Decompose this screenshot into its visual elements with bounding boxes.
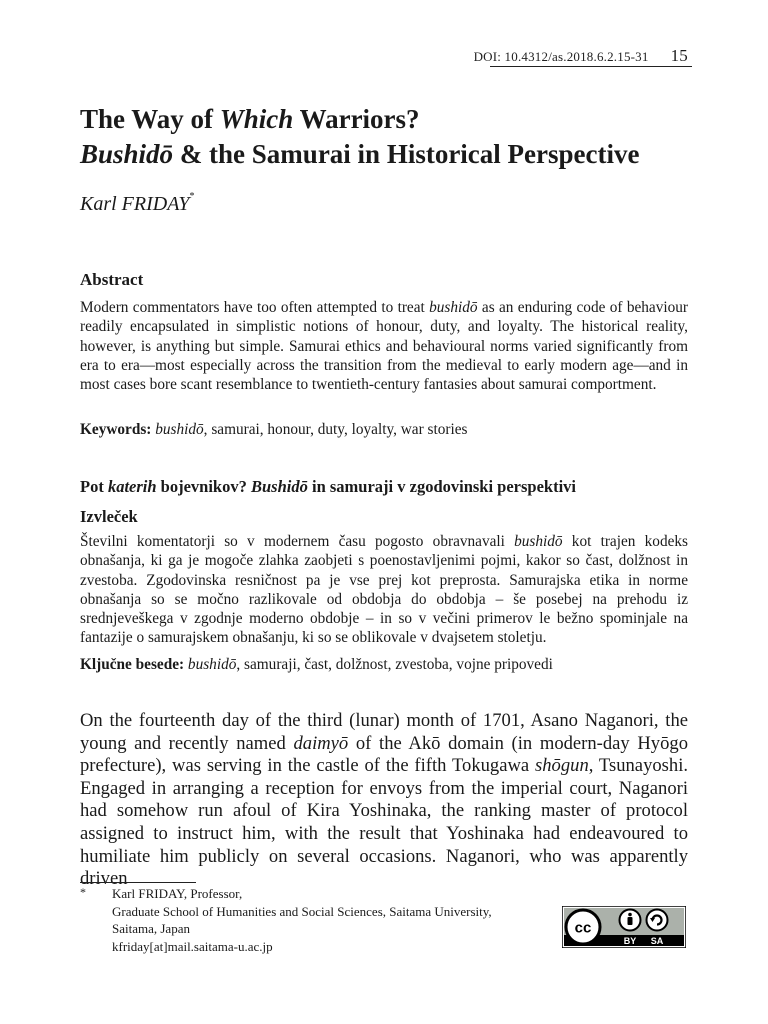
author (80, 193, 194, 216)
izvlecek-heading: Izvleček (80, 507, 138, 526)
kljucne-besede-italic: bushidō (187, 656, 237, 673)
izvlecek-text (80, 532, 688, 648)
slovene-title-post: in samuraji v zgodovinski perspektivi (307, 477, 577, 496)
keywords-label: Keywords: (80, 421, 152, 438)
footnote-mark: * (80, 885, 86, 899)
izvlecek-text-post: kot trajen kodeks obnašanja, ki ga je mogoče zlahka zaobjeti s poenostavljenimi pojmi, kakor so čast, dolžnost in zvestoba. Zgodovinska resničnost pa je vse prej kot preprosta. Samurajska etika in norme obnašanja so se močno razlikovale od obdobja do obdobja – še posebej na prehodu iz srednjeveškega v zgodnje moderno obdobje – in so v večini primerov le bežno spominjale na fantazije o samurajskem obnašanju, ki so se oblikovale v dvajsetem stoletju. (80, 533, 688, 647)
title-line-2-post: & the Samurai in Historical Perspective (173, 139, 640, 169)
running-header (0, 46, 688, 66)
body-paragraph (80, 710, 688, 891)
title-line-1-italic: Which (219, 104, 294, 134)
kljucne-besede (80, 655, 688, 674)
slovene-title-pre: Pot (80, 477, 108, 496)
slovene-title-mid: bojevnikov? (156, 477, 251, 496)
body-part-3: , Tsunayoshi. Engaged in arranging a reception for envoys from the imperial court, Naganori had somehow run afoul of Kira Yoshinaka, the ranking master of protocol assigned to instruct him, with the result that Yoshinaka had endeavoured to humiliate him publicly on several occasions. Naganori, who was apparently driven (80, 755, 689, 890)
footnote-line-2: Graduate School of Humanities and Social Sciences, Saitama University, (112, 903, 492, 919)
izvlecek-text-italic: bushidō (514, 533, 563, 550)
header-rule (490, 66, 692, 67)
body-italic-daimyo: daimyō (293, 732, 349, 754)
cc-icon (566, 910, 600, 944)
kljucne-besede-label: Ključne besede: (80, 656, 185, 673)
slovene-title-italic-1: katerih (107, 477, 157, 496)
sa-label: SA (650, 936, 664, 946)
abstract-heading: Abstract (80, 270, 144, 289)
kljucne-besede-rest: , samuraji, čast, dolžnost, zvestoba, vojne pripovedi (236, 656, 553, 673)
keywords-rest: , samurai, honour, duty, loyalty, war stories (203, 421, 468, 438)
keywords (80, 420, 688, 439)
slovene-title-italic-2: Bushidō (250, 477, 308, 496)
author-name: Karl FRIDAY (80, 193, 190, 215)
doi-text: DOI: 10.4312/as.2018.6.2.15-31 (473, 49, 649, 64)
keywords-italic: bushidō (155, 421, 204, 438)
by-label: BY (623, 936, 637, 946)
title-line-2-italic: Bushidō (80, 139, 174, 169)
cc-icon-label: cc (574, 919, 592, 937)
footnote-rule (80, 882, 196, 883)
page-number: 15 (670, 46, 688, 65)
abstract-text-italic: bushidō (429, 299, 478, 316)
cc-by-sa-badge (562, 906, 686, 948)
body-part-2: of the Akō domain (in modern-day Hyōgo prefecture), was serving in the castle of the fifth Tokugawa (80, 732, 688, 777)
article-title (80, 102, 720, 172)
izvlecek-text-pre: Številni komentatorji so v modernem času pogosto obravnavali (80, 533, 515, 550)
footnote (112, 885, 532, 955)
title-line-1-pre: The Way of (80, 104, 220, 134)
author-footnote-mark: * (189, 191, 195, 202)
slovene-title (80, 477, 688, 497)
abstract-text (80, 298, 688, 394)
title-line-2 (80, 137, 720, 172)
body-part-1: On the fourteenth day of the third (lunar) month of 1701, Asano Naganori, the young and recently named (80, 710, 688, 754)
share-alike-icon (647, 910, 668, 931)
title-line-1-post: Warriors? (293, 104, 420, 134)
body-italic-shogun: shōgun (535, 755, 589, 777)
attribution-icon (620, 910, 641, 931)
title-line-1 (80, 102, 720, 137)
abstract-text-post: as an enduring code of behaviour readily encapsulated in simplistic notions of honour, duty, and loyalty. The historical reality, however, is anything but simple. Samurai ethics and behavioural norms varied significantly from era to era—most especially across the transition from the medieval to early modern age—and in most cases bore scant resemblance to twentieth-century fantasies about samurai comportment. (80, 299, 688, 394)
footnote-email: kfriday[at]mail.saitama-u.ac.jp (112, 938, 273, 954)
abstract-text-pre: Modern commentators have too often attempted to treat (80, 299, 430, 316)
footnote-line-1: Karl FRIDAY, Professor, (112, 886, 243, 901)
footnote-line-3: Saitama, Japan (112, 921, 190, 937)
